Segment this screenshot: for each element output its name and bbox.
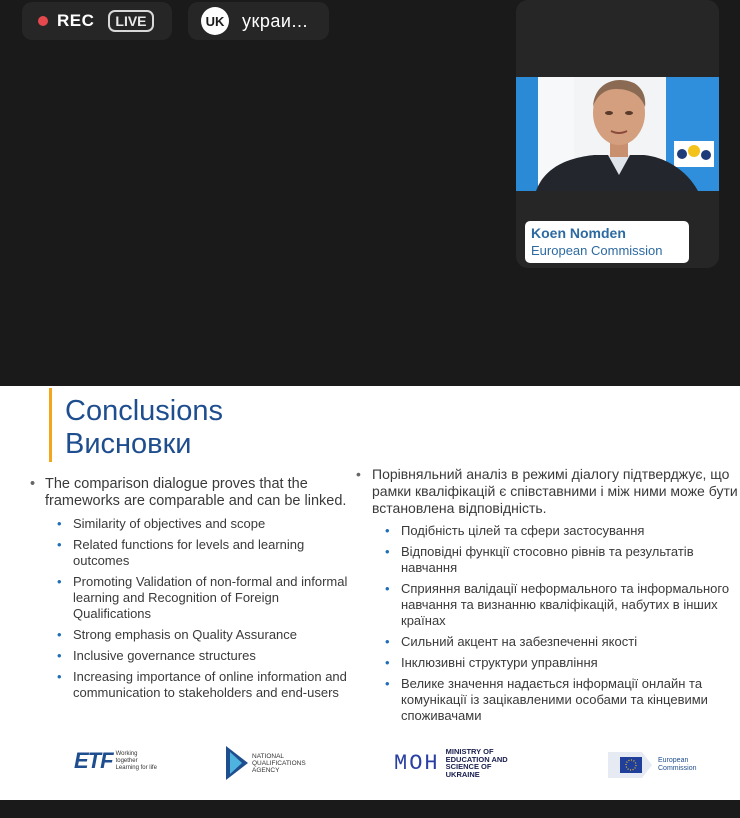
list-item: • Подібність цілей та сфери застосування xyxy=(385,523,740,539)
main-bullet-uk: • Порівняльний аналіз в режимі діалогу підтверджує, що рамки кваліфікацій є співставними і між ними може бути встановлена відповідність. xyxy=(356,466,740,517)
list-item: • Promoting Validation of non-formal and informal learning and Recognition of Foreign Qualifications xyxy=(57,574,360,622)
slide-title xyxy=(65,395,223,461)
list-item: • Велике значення надається інформації онлайн та комунікації із зацікавленими особами та кінцевими споживачами xyxy=(385,676,740,724)
speaker-organization: European Commission xyxy=(531,243,663,258)
list-item: • Сприяння валідації неформального та інформального навчання та визнанню кваліфікацій, набутих в інших країнах xyxy=(385,581,740,629)
speaker-name: Koen Nomden xyxy=(531,225,626,241)
etf-tagline: Working together Learning for life xyxy=(115,750,157,771)
rec-label: REC xyxy=(57,11,95,30)
list-item: • Inclusive governance structures xyxy=(57,648,360,664)
ministry-name: MINISTRY OF EDUCATION AND SCIENCE OF UKRAINE xyxy=(445,747,508,779)
ec-name: European Commission xyxy=(658,757,697,772)
live-badge: LIVE xyxy=(108,10,153,32)
list-item: • Related functions for levels and learning outcomes xyxy=(57,537,360,569)
slide-title-uk: Висновки xyxy=(65,428,192,460)
sub-list-uk xyxy=(356,523,740,724)
recording-indicator[interactable] xyxy=(22,2,172,40)
sub-list-en xyxy=(30,516,360,701)
list-item: • Відповідні функції стосовно рівнів та результатів навчання xyxy=(385,544,740,576)
record-dot-icon xyxy=(38,16,48,26)
etf-mark: ETF xyxy=(74,748,113,773)
nqa-logo xyxy=(226,746,312,780)
ministry-mark: MOH xyxy=(394,750,440,776)
ukrainian-column xyxy=(356,466,740,729)
slide-title-en: Conclusions xyxy=(65,395,223,427)
eu-flag-icon xyxy=(608,752,652,778)
speaker-name-tag xyxy=(525,221,689,263)
speaker-video-image xyxy=(516,77,719,191)
presentation-slide xyxy=(0,386,740,800)
main-bullet-en: • The comparison dialogue proves that the frameworks are comparable and can be linked. xyxy=(30,476,360,510)
speaker-video xyxy=(516,77,719,191)
nqa-arrow-icon xyxy=(226,746,248,780)
nqa-name: NATIONAL QUALIFICATIONS AGENCY xyxy=(252,752,306,774)
list-item: • Сильний акцент на забезпеченні якості xyxy=(385,634,740,650)
etf-logo xyxy=(74,748,160,774)
list-item: • Strong emphasis on Quality Assurance xyxy=(57,627,360,643)
title-accent-bar xyxy=(49,388,52,462)
list-item: • Increasing importance of online information and communication to stakeholders and end-users xyxy=(57,669,360,701)
list-item: • Інклюзивні структури управління xyxy=(385,655,740,671)
partner-logos xyxy=(0,740,740,790)
list-item: • Similarity of objectives and scope xyxy=(57,516,360,532)
language-selector[interactable] xyxy=(188,2,329,40)
language-code-badge: UK xyxy=(201,7,229,35)
european-commission-logo xyxy=(608,752,708,778)
ministry-logo xyxy=(394,748,516,778)
language-label: украи... xyxy=(242,10,308,31)
english-column xyxy=(30,476,360,706)
speaker-video-tile[interactable] xyxy=(516,0,719,268)
